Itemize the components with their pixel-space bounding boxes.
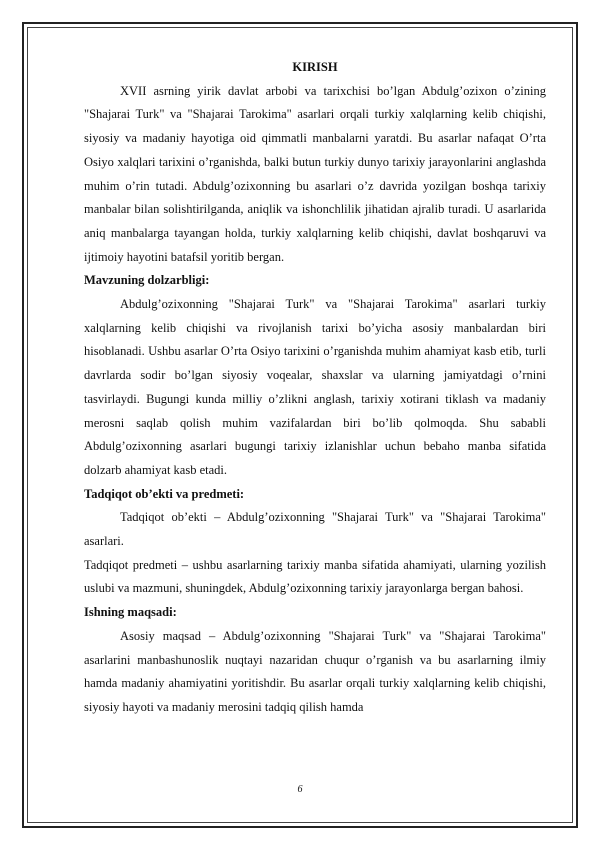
section-heading-object: Tadqiqot ob’ekti va predmeti: [84, 486, 245, 501]
intro-paragraph: XVII asrning yirik davlat arbobi va tarixchisi bo’lgan Abdulg’ozixon o’zining "Shajarai Turk" va "Shajarai Tarokima" asarlari orqali turkiy xalqlarning kelib chiqishi, siyosiy va madaniy hayotiga oid qimmatli manbalarni yaratdi. Bu asarlar nafaqat O’rta Osiyo xalqlari tarixini o’rganishda, balki butun turkiy dunyo tarixiy jarayonlarini anglashda muhim o’rin tutadi. Abdulg’ozixonning bu asarlari o’z davrida yozilgan boshqa tarixiy manbalar bilan solishtirilganda, aniqlik va ishonchlilik jihatidan ajralib turadi. U asarlarida aniq manbalarga tayangan holda, turkiy xalqlarning kelib chiqishi, davlat boshqaruvi va ijtimoiy hayotini batafsil yoritib bergan. [84, 83, 546, 264]
goal-paragraph: Asosiy maqsad – Abdulg’ozixonning "Shajarai Turk" va "Shajarai Tarokima" asarlarini manbashunoslik nuqtayi nazaridan chuqur o’rganish va bu asarlarning ilmiy hamda madaniy ahamiyatini yoritishdir. Bu asarlar orqali turkiy xalqlarning kelib chiqishi, siyosiy hayoti va madaniy merosini tadqiq qilish hamda [84, 628, 546, 714]
page-title: KIRISH [292, 60, 338, 74]
document-body [84, 56, 546, 720]
section-heading-relevance: Mavzuning dolzarbligi: [84, 273, 210, 288]
subject-paragraph: Tadqiqot predmeti – ushbu asarlarning tarixiy manba sifatida ahamiyati, ularning yozilish uslubi va mazmuni, shuningdek, Abdulg’ozixonning tarixiy jarayonlarga bergan bahosi. [84, 557, 546, 596]
object-paragraph: Tadqiqot ob’ekti – Abdulg’ozixonning "Shajarai Turk" va "Shajarai Tarokima" asarlari. [84, 510, 546, 549]
page-number: 6 [297, 784, 303, 795]
section-heading-goal: Ishning maqsadi: [84, 605, 177, 620]
relevance-paragraph: Abdulg’ozixonning "Shajarai Turk" va "Shajarai Tarokima" asarlari turkiy xalqlarning kelib chiqishi va rivojlanish tarixi bo’yicha asosiy manbalardan biri hisoblanadi. Ushbu asarlar O’rta Osiyo tarixini o’rganishda muhim ahamiyat kasb etib, turli davrlarda sodir bo’lgan siyosiy voqealar, shaxslar va ularning jamiyatdagi o’rnini tasvirlaydi. Bugungi kunda milliy o’zlikni anglash, tarixiy xotirani tiklash va madaniy merosni saqlab qolish muhim vazifalardan biri bo’lib qolmoqda. Shu sababli Abdulg’ozixonning asarlari bugungi tarixiy izlanishlar uchun bebaho manba sifatida dolzarb ahamiyat kasb etadi. [84, 297, 546, 477]
